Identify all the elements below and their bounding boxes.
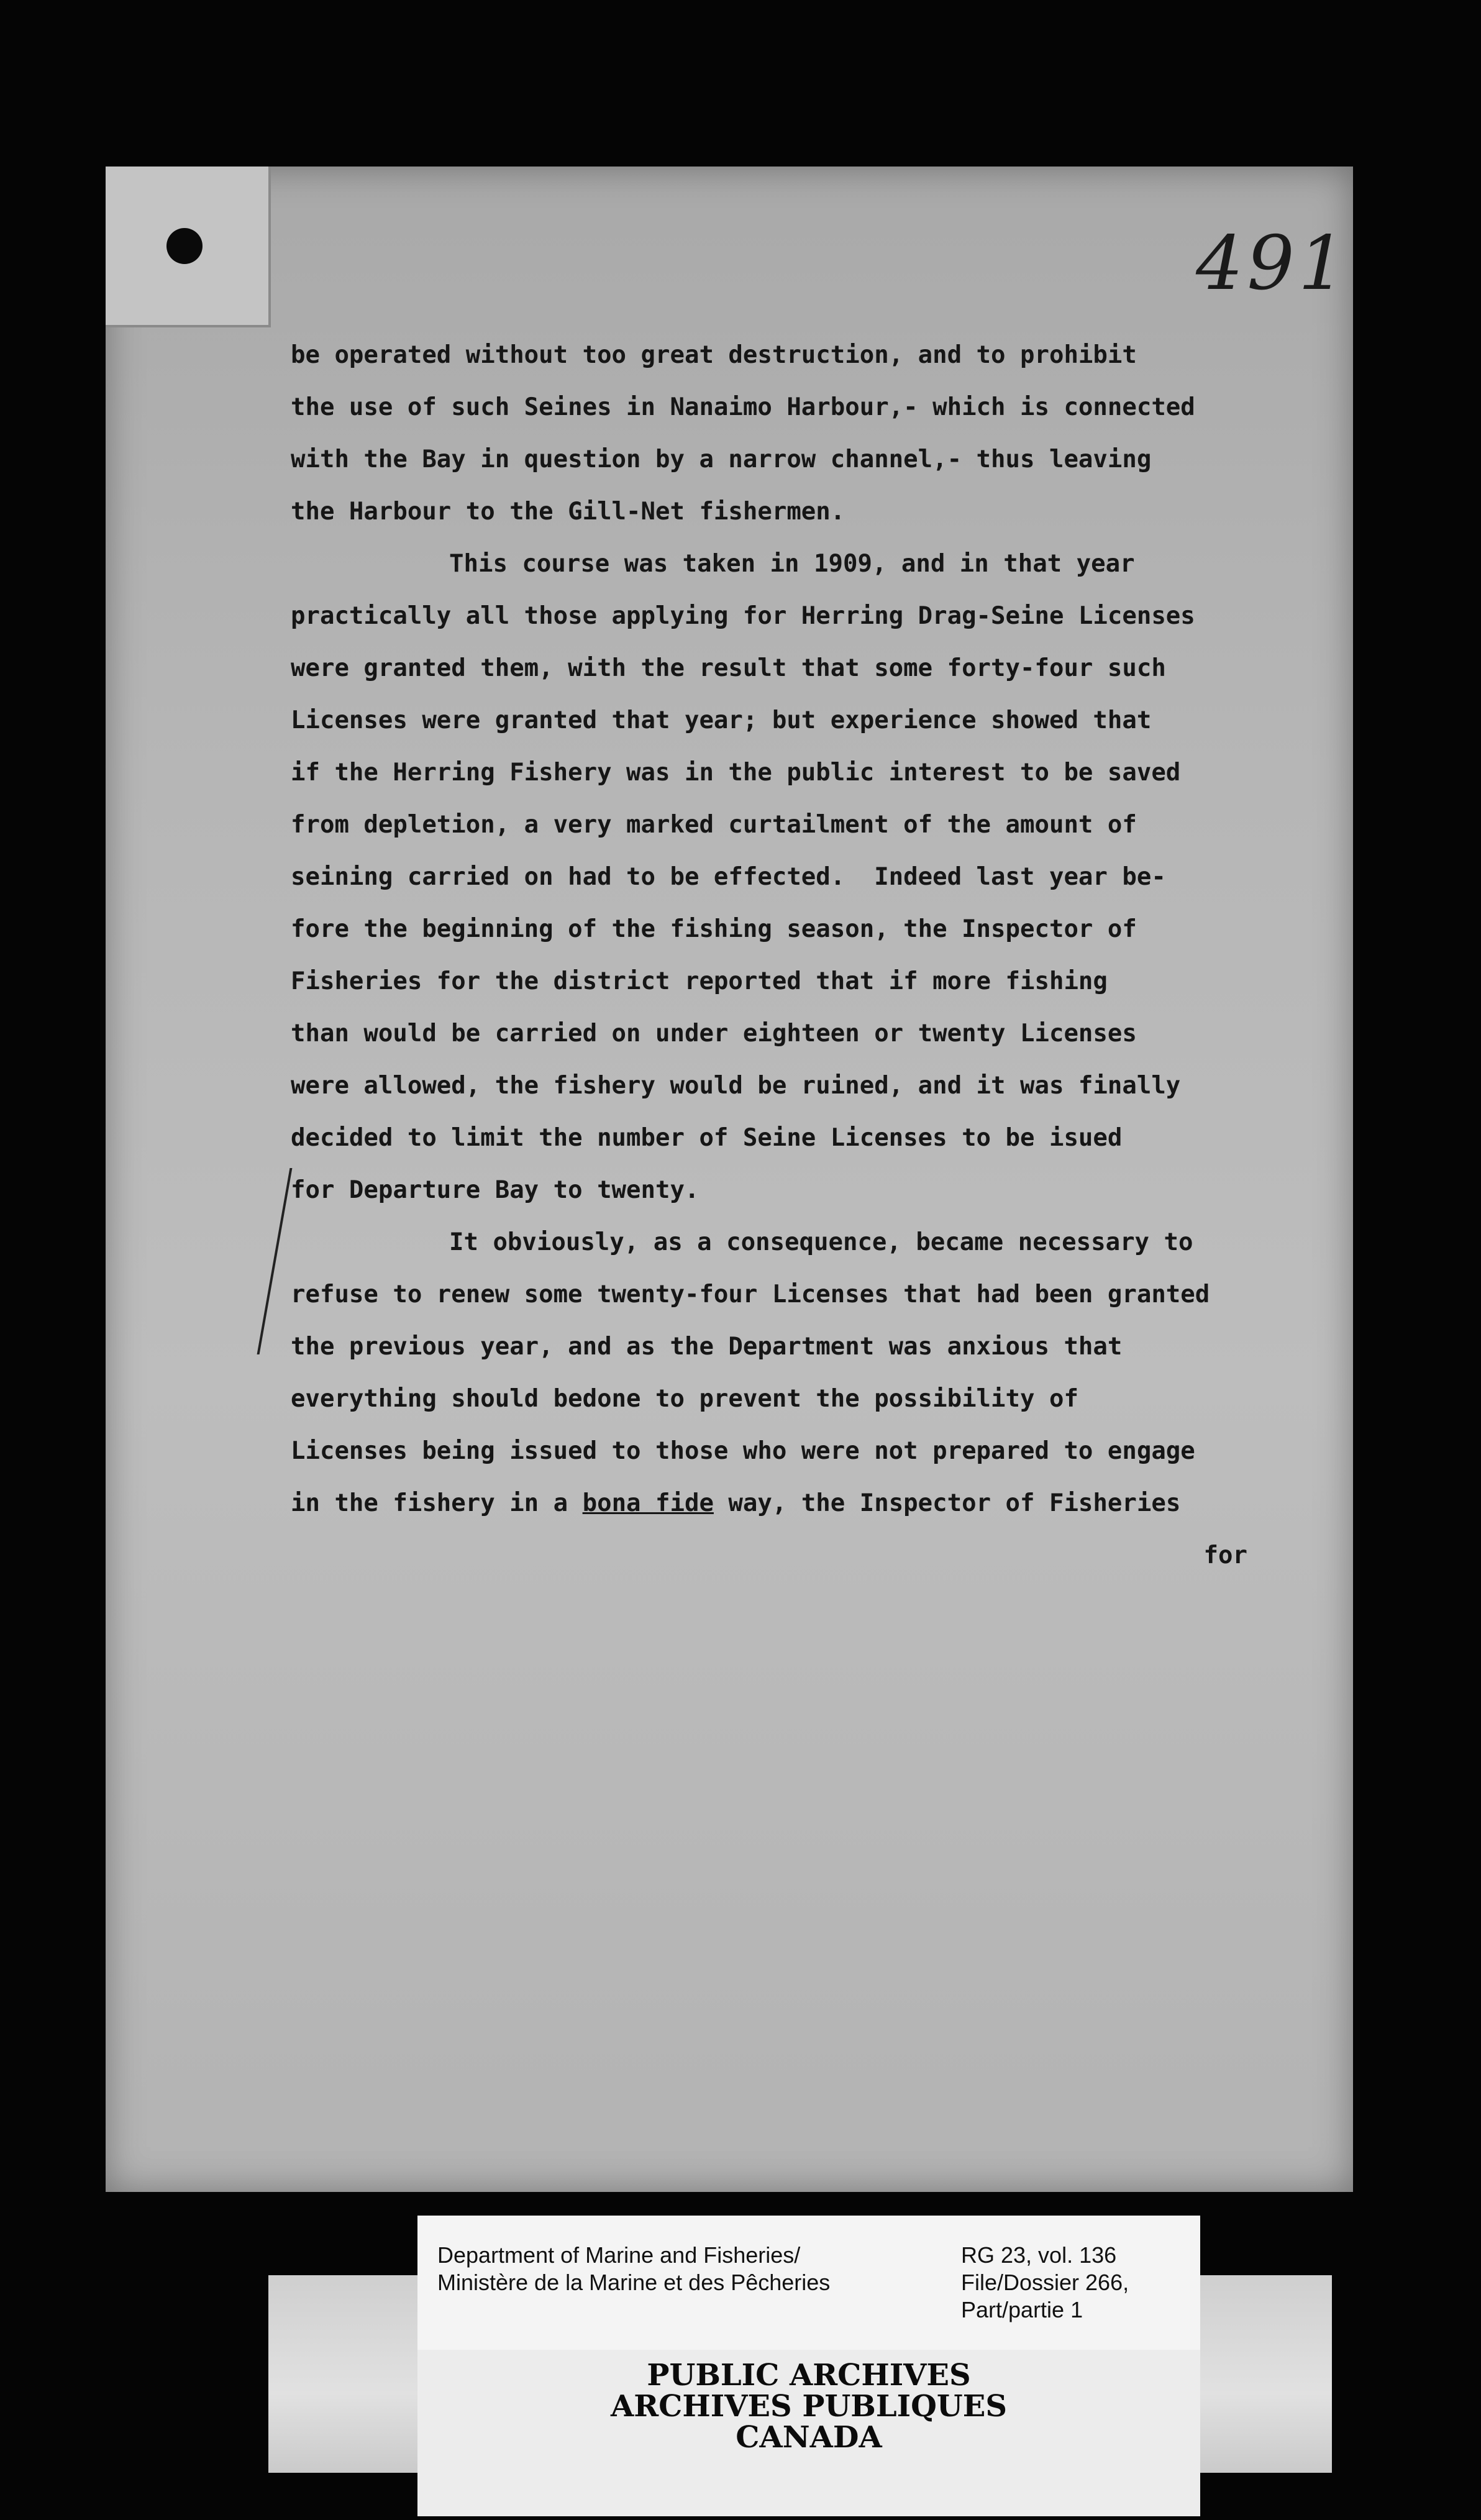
text-line-6: practically all those applying for Herring Drag-Seine Licenses	[291, 602, 1195, 630]
text-line-12: fore the beginning of the fishing season, the Inspector of	[291, 915, 1137, 943]
text-line-3: with the Bay in question by a narrow channel,- thus leaving	[291, 445, 1152, 473]
typed-letter-body	[291, 329, 1310, 1582]
text-line-5: This course was taken in 1909, and in that year	[449, 550, 1135, 578]
stamp-line-3: CANADA	[736, 2420, 882, 2455]
text-line-23	[291, 1477, 1310, 1530]
archive-reference-label	[417, 2216, 1200, 2350]
text-line-15: were allowed, the fishery would be ruined, and it was finally	[291, 1072, 1181, 1100]
text-line-11: seining carried on had to be effected. Indeed last year be-	[291, 863, 1166, 891]
label-reference	[961, 2242, 1129, 2324]
text-line-19: refuse to renew some twenty-four Licenses that had been granted	[291, 1281, 1210, 1308]
text-line-23-before: in the fishery in a	[291, 1489, 583, 1517]
text-line-10: from depletion, a very marked curtailment of the amount of	[291, 811, 1137, 839]
underlined-phrase: bona fide	[582, 1489, 714, 1517]
text-line-9: if the Herring Fishery was in the public interest to be saved	[291, 759, 1181, 787]
text-line-13: Fisheries for the district reported that if more fishing	[291, 967, 1108, 995]
text-line-8: Licenses were granted that year; but experience showed that	[291, 706, 1152, 734]
text-line-14: than would be carried on under eighteen or twenty Licenses	[291, 1020, 1137, 1048]
label-dept-fr: Ministère de la Marine et des Pêcheries	[437, 2270, 831, 2295]
text-line-21: everything should bedone to prevent the possibility of	[291, 1385, 1078, 1413]
text-line-17: for Departure Bay to twenty.	[291, 1176, 699, 1204]
text-line-22: Licenses being issued to those who were not prepared to engage	[291, 1437, 1195, 1465]
label-dept-en: Department of Marine and Fisheries/	[437, 2242, 801, 2268]
text-line-18: It obviously, as a consequence, became necessary to	[449, 1228, 1193, 1256]
catchword: for	[1203, 1541, 1247, 1569]
label-ref-file: File/Dossier 266,	[961, 2270, 1129, 2295]
text-line-16: decided to limit the number of Seine Licenses to be isued	[291, 1124, 1123, 1152]
punch-hole	[166, 228, 203, 264]
stamp-line-2: ARCHIVES PUBLIQUES	[611, 2389, 1007, 2424]
label-department	[437, 2242, 830, 2296]
text-line-23-after: way, the Inspector of Fisheries	[713, 1489, 1181, 1517]
text-line-20: the previous year, and as the Department was anxious that	[291, 1333, 1123, 1361]
text-line-1: be operated without too great destruction, and to prohibit	[291, 341, 1137, 369]
label-ref-part: Part/partie 1	[961, 2297, 1083, 2322]
text-line-4: the Harbour to the Gill-Net fishermen.	[291, 498, 845, 526]
page-number: 491	[1196, 221, 1350, 307]
text-line-2: the use of such Seines in Nanaimo Harbour,- which is connected	[291, 393, 1195, 421]
text-line-7: were granted them, with the result that some forty-four such	[291, 654, 1166, 682]
public-archives-stamp	[417, 2360, 1200, 2453]
stamp-line-1: PUBLIC ARCHIVES	[647, 2358, 971, 2393]
label-ref-rg: RG 23, vol. 136	[961, 2242, 1117, 2268]
